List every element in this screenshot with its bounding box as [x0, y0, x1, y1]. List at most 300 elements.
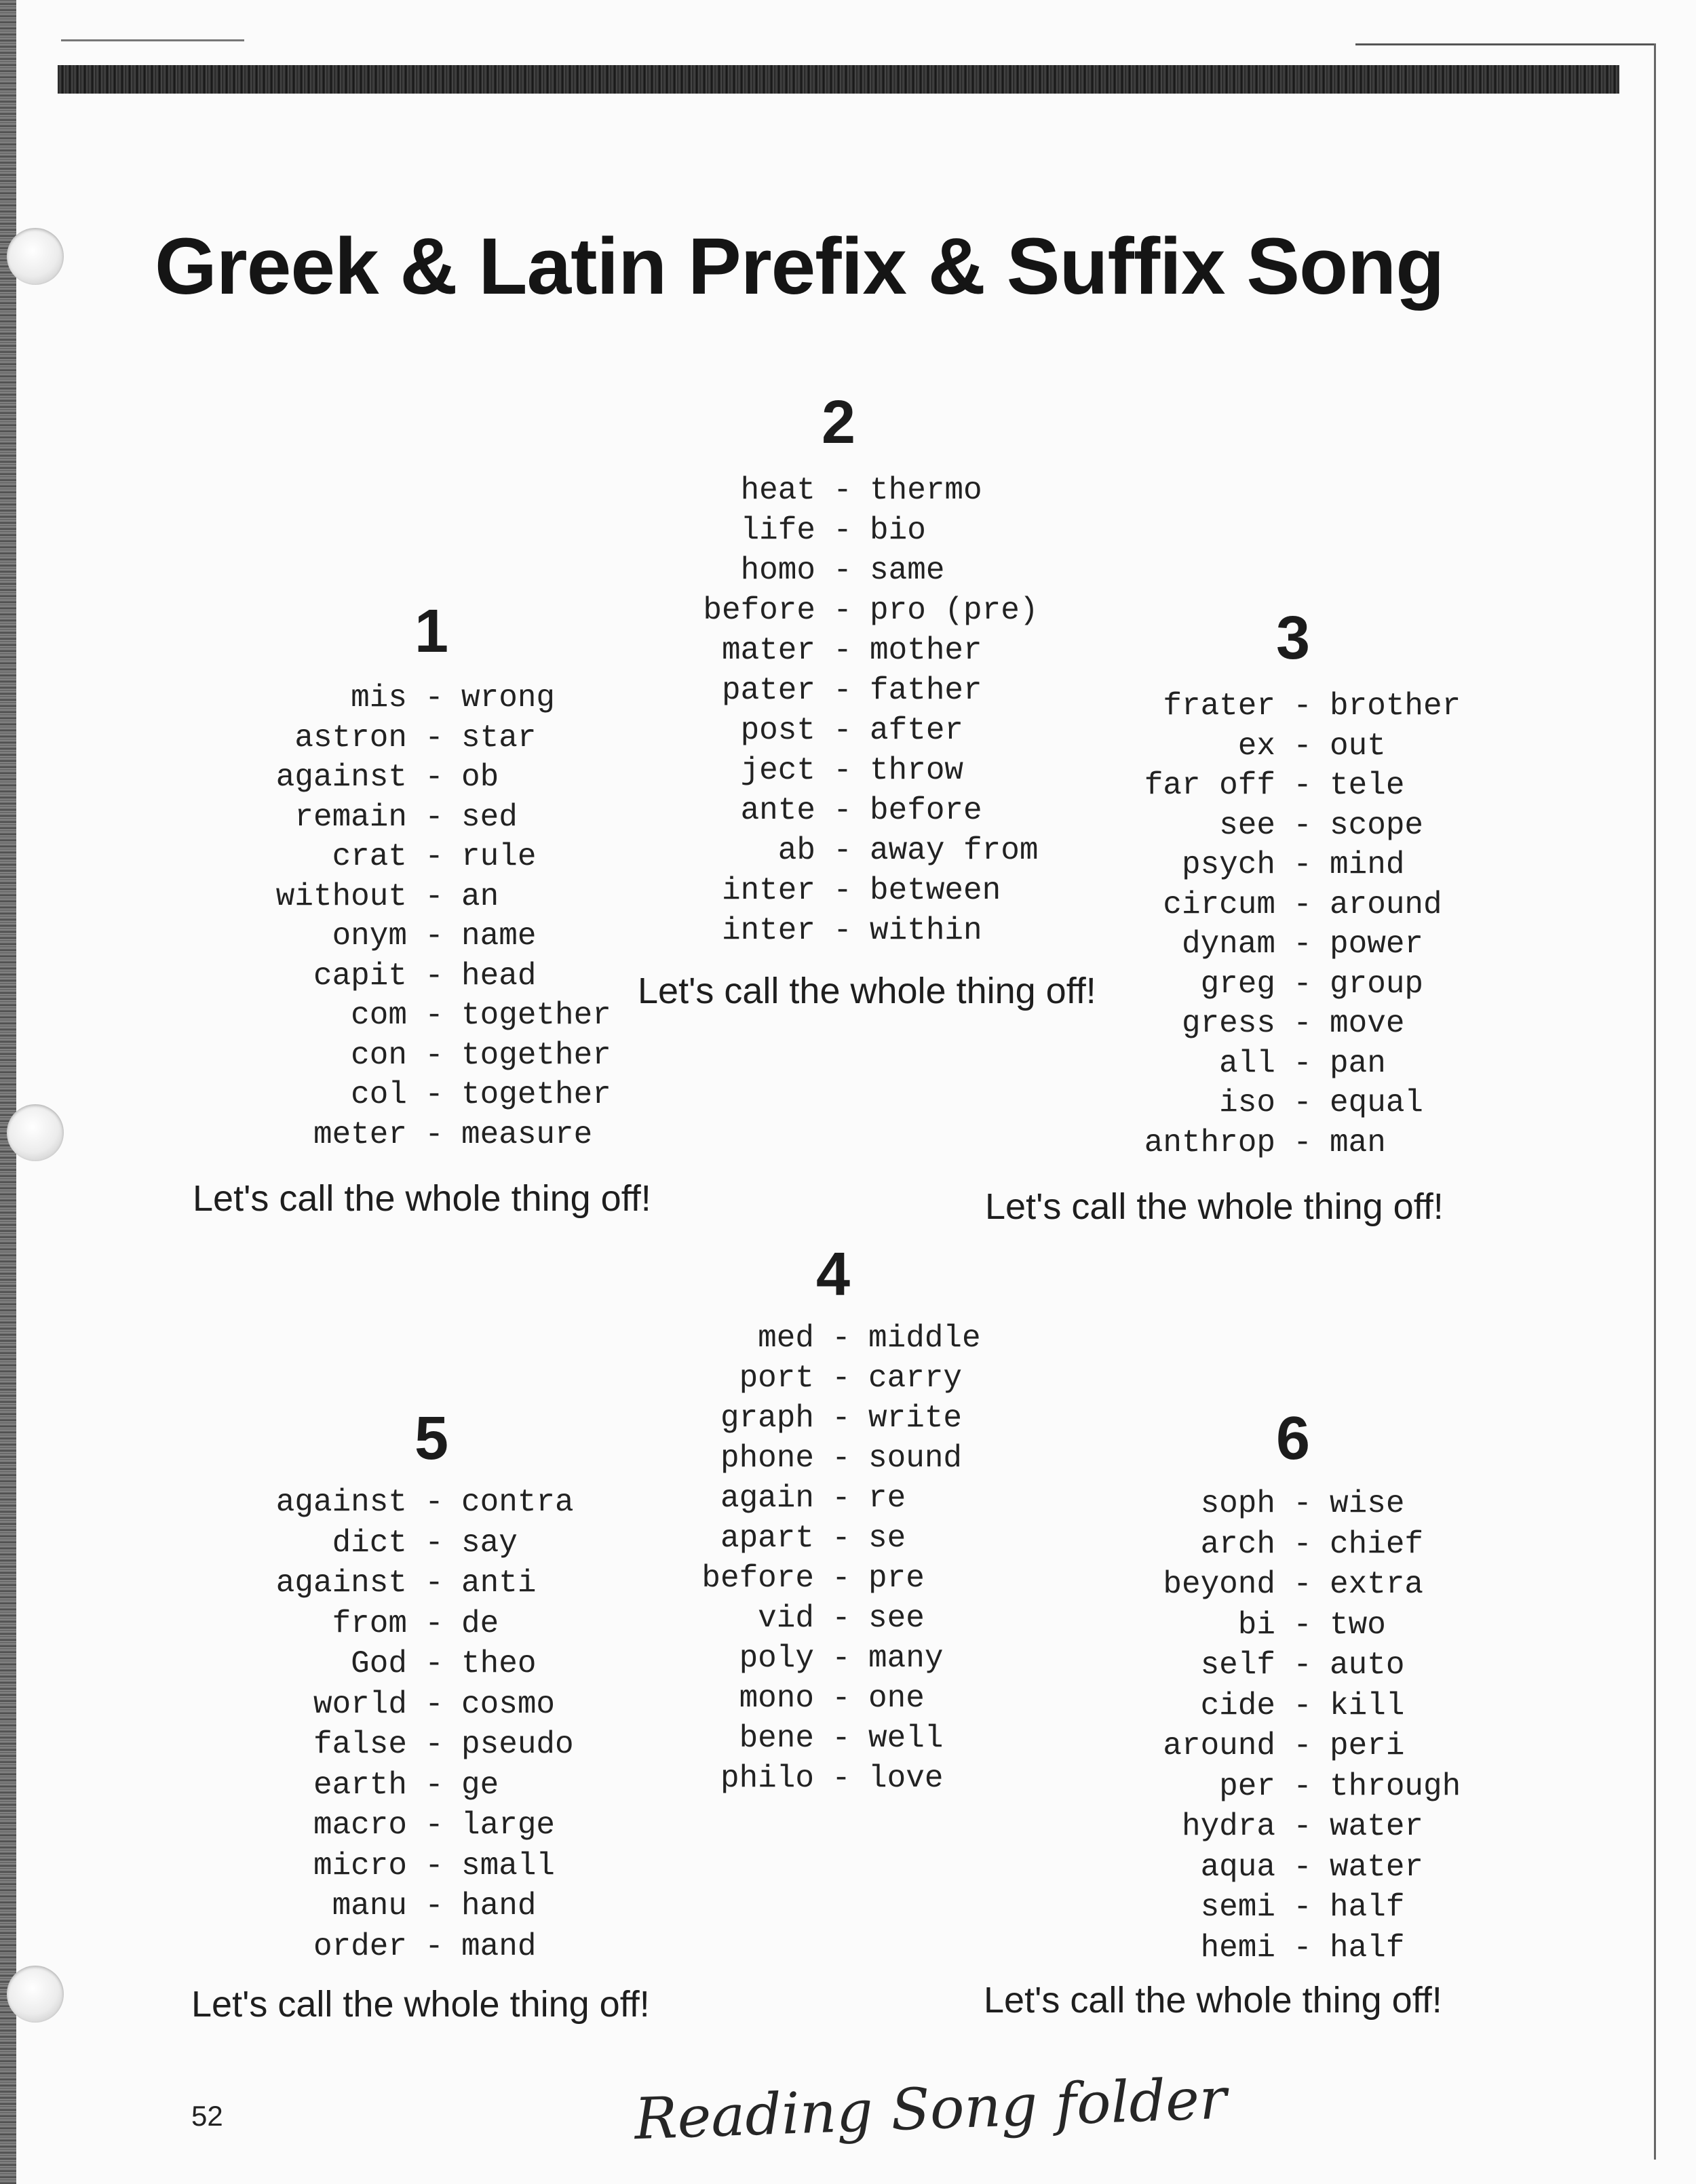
dash-separator: -	[1293, 1607, 1312, 1643]
term-right: move	[1330, 1006, 1405, 1041]
term-left: col	[351, 1077, 407, 1112]
term-right: say	[461, 1525, 518, 1561]
verse-line	[611, 1319, 981, 1359]
term-left: against	[275, 1485, 407, 1520]
term-left: iso	[1219, 1085, 1275, 1120]
verse-line	[1072, 686, 1461, 726]
right-frame-line	[1654, 43, 1656, 2160]
term-left: mater	[721, 633, 815, 668]
term-right: same	[870, 553, 945, 588]
term-left: around	[1163, 1728, 1275, 1763]
verse-line	[1072, 1004, 1461, 1044]
dash-separator: -	[832, 1681, 851, 1716]
verse-line	[190, 877, 611, 917]
dash-separator: -	[833, 473, 852, 508]
page-number: 52	[191, 2100, 223, 2132]
term-right: measure	[461, 1116, 593, 1152]
term-right: pro (pre)	[870, 593, 1039, 628]
term-left: hydra	[1181, 1809, 1275, 1844]
dash-separator: -	[832, 1321, 851, 1356]
refrain-3: Let's call the whole thing off!	[985, 1186, 1444, 1227]
term-right: bio	[870, 513, 926, 548]
handwritten-note: Reading Song folder	[633, 2065, 1228, 2153]
term-right: together	[461, 998, 611, 1033]
term-left: manu	[332, 1888, 407, 1924]
dash-separator: -	[1293, 807, 1312, 843]
verse-line	[1072, 1807, 1461, 1848]
term-left: anthrop	[1144, 1125, 1275, 1161]
verse-list-4	[611, 1319, 981, 1799]
term-right: water	[1330, 1849, 1424, 1885]
verse-number-2: 2	[821, 389, 856, 456]
verse-line	[592, 591, 1038, 631]
scan-page-edge	[0, 0, 16, 2184]
term-right: half	[1330, 1890, 1405, 1925]
term-left: macro	[313, 1808, 407, 1843]
term-right: together	[461, 1037, 611, 1073]
term-right: half	[1330, 1930, 1405, 1966]
verse-line	[190, 1886, 574, 1927]
binder-hole-top	[7, 228, 64, 285]
term-left: from	[332, 1605, 407, 1641]
dash-separator: -	[832, 1561, 851, 1596]
dash-separator: -	[832, 1761, 851, 1796]
verse-line	[611, 1639, 981, 1679]
dash-separator: -	[1293, 768, 1312, 803]
verse-line	[190, 678, 611, 718]
term-right: extra	[1330, 1567, 1424, 1602]
dash-separator: -	[425, 1767, 444, 1803]
verse-line	[611, 1599, 981, 1639]
verse-line	[592, 911, 1038, 951]
term-right: mand	[461, 1928, 537, 1964]
verse-line	[611, 1359, 981, 1399]
term-right: theo	[461, 1646, 537, 1681]
term-left: poly	[739, 1641, 814, 1676]
dash-separator: -	[425, 1116, 444, 1152]
dash-separator: -	[832, 1721, 851, 1756]
term-right: pre	[868, 1561, 925, 1596]
term-right: power	[1330, 927, 1424, 962]
verse-line	[592, 751, 1038, 791]
dash-separator: -	[425, 1565, 444, 1601]
term-right: anti	[461, 1565, 537, 1601]
dash-separator: -	[832, 1521, 851, 1556]
verse-line	[190, 1523, 574, 1564]
term-left: beyond	[1163, 1567, 1275, 1602]
term-left: psych	[1181, 847, 1275, 882]
term-left: bene	[739, 1721, 814, 1756]
dash-separator: -	[832, 1481, 851, 1516]
dash-separator: -	[425, 1928, 444, 1964]
verse-line	[611, 1559, 981, 1599]
dash-separator: -	[1293, 1567, 1312, 1602]
dash-separator: -	[833, 593, 852, 628]
verse-line	[592, 671, 1038, 711]
term-right: together	[461, 1077, 611, 1112]
dash-separator: -	[833, 513, 852, 548]
term-right: peri	[1330, 1728, 1405, 1763]
term-right: head	[461, 958, 537, 994]
term-right: sound	[868, 1441, 963, 1476]
dash-separator: -	[1293, 1647, 1312, 1683]
dash-separator: -	[425, 680, 444, 716]
dash-separator: -	[425, 1077, 444, 1112]
verse-line	[1072, 1525, 1461, 1565]
term-left: onym	[332, 918, 407, 954]
verse-line	[592, 871, 1038, 911]
verse-number-4: 4	[815, 1241, 851, 1308]
term-left: aqua	[1200, 1849, 1275, 1885]
term-right: after	[870, 713, 964, 748]
term-left: ante	[740, 793, 815, 828]
dash-separator: -	[425, 839, 444, 874]
dash-separator: -	[1293, 966, 1312, 1002]
term-left: greg	[1200, 966, 1275, 1002]
dash-separator: -	[425, 918, 444, 954]
term-right: kill	[1330, 1688, 1405, 1723]
term-left: hemi	[1200, 1930, 1275, 1966]
verse-line	[190, 837, 611, 877]
verse-number-3: 3	[1275, 604, 1311, 672]
term-right: out	[1330, 728, 1386, 764]
term-right: between	[870, 873, 1001, 908]
dash-separator: -	[833, 553, 852, 588]
verse-line	[592, 711, 1038, 751]
term-right: an	[461, 878, 499, 914]
term-right: name	[461, 918, 537, 954]
verse-line	[1072, 1083, 1461, 1123]
dash-separator: -	[1293, 688, 1312, 724]
term-right: within	[870, 913, 982, 948]
term-right: two	[1330, 1607, 1386, 1643]
top-rule-right	[1355, 43, 1654, 45]
term-right: de	[461, 1605, 499, 1641]
binder-hole-middle	[7, 1104, 64, 1161]
dash-separator: -	[833, 873, 852, 908]
dash-separator: -	[1293, 1045, 1312, 1081]
term-left: inter	[721, 873, 815, 908]
dash-separator: -	[1293, 1085, 1312, 1120]
verse-line	[190, 956, 611, 996]
verse-line	[1072, 766, 1461, 806]
dash-separator: -	[832, 1601, 851, 1636]
dash-separator: -	[1293, 1728, 1312, 1763]
term-right: away from	[870, 833, 1039, 868]
term-left: pater	[721, 673, 815, 708]
verse-line	[611, 1519, 981, 1559]
verse-line	[190, 758, 611, 798]
verse-line	[1072, 1565, 1461, 1605]
dash-separator: -	[425, 1646, 444, 1681]
term-left: port	[739, 1361, 814, 1396]
term-left: post	[740, 713, 815, 748]
term-right: se	[868, 1521, 906, 1556]
term-left: self	[1200, 1647, 1275, 1683]
dash-separator: -	[1293, 1890, 1312, 1925]
dash-separator: -	[1293, 1526, 1312, 1562]
verse-list-2	[592, 471, 1038, 951]
dash-separator: -	[1293, 1688, 1312, 1723]
verse-line	[1072, 1605, 1461, 1646]
term-left: remain	[294, 799, 407, 835]
term-left: cide	[1200, 1688, 1275, 1723]
term-left: heat	[740, 473, 815, 508]
verse-line	[1072, 1888, 1461, 1928]
verse-line	[611, 1439, 981, 1479]
term-left: med	[758, 1321, 814, 1356]
term-left: meter	[313, 1116, 407, 1152]
term-right: wrong	[461, 680, 556, 716]
dash-separator: -	[833, 713, 852, 748]
verse-line	[1072, 885, 1461, 925]
verse-line	[190, 996, 611, 1036]
term-left: against	[275, 1565, 407, 1601]
term-left: God	[351, 1646, 407, 1681]
term-right: many	[868, 1641, 944, 1676]
dash-separator: -	[1293, 1125, 1312, 1161]
term-left: far off	[1144, 768, 1275, 803]
term-left: apart	[720, 1521, 814, 1556]
term-left: arch	[1200, 1526, 1275, 1562]
term-right: chief	[1330, 1526, 1424, 1562]
term-right: tele	[1330, 768, 1405, 803]
term-left: homo	[740, 553, 815, 588]
verse-line	[1072, 964, 1461, 1005]
verse-line	[190, 1483, 574, 1523]
term-left: mono	[739, 1681, 814, 1716]
term-left: without	[275, 878, 407, 914]
term-left: inter	[721, 913, 815, 948]
dash-separator: -	[1293, 1849, 1312, 1885]
term-left: bi	[1237, 1607, 1275, 1643]
term-left: astron	[294, 720, 407, 756]
term-right: rule	[461, 839, 537, 874]
term-right: re	[868, 1481, 906, 1516]
term-left: earth	[313, 1767, 407, 1803]
page-title: Greek & Latin Prefix & Suffix Song	[155, 222, 1444, 311]
dash-separator: -	[1293, 1930, 1312, 1966]
term-left: vid	[758, 1601, 814, 1636]
term-left: philo	[720, 1761, 814, 1796]
term-right: hand	[461, 1888, 537, 1924]
term-left: circum	[1163, 886, 1275, 922]
term-right: write	[868, 1401, 963, 1436]
term-left: con	[351, 1037, 407, 1073]
term-left: see	[1219, 807, 1275, 843]
binder-hole-bottom	[7, 1966, 64, 2023]
term-left: crat	[332, 839, 407, 874]
term-right: pan	[1330, 1045, 1386, 1081]
verse-line	[1072, 806, 1461, 846]
verse-line	[1072, 1645, 1461, 1686]
verse-line	[592, 791, 1038, 831]
top-rule-left	[61, 39, 244, 41]
term-right: carry	[868, 1361, 963, 1396]
term-right: contra	[461, 1485, 574, 1520]
dash-separator: -	[1293, 1809, 1312, 1844]
term-right: large	[461, 1808, 556, 1843]
refrain-5: Let's call the whole thing off!	[191, 1984, 650, 2025]
term-right: equal	[1330, 1085, 1424, 1120]
header-bar	[58, 65, 1619, 94]
dash-separator: -	[425, 1808, 444, 1843]
verse-line	[190, 1036, 611, 1076]
dash-separator: -	[832, 1441, 851, 1476]
term-left: ex	[1237, 728, 1275, 764]
dash-separator: -	[425, 998, 444, 1033]
term-left: order	[313, 1928, 407, 1964]
verse-line	[592, 831, 1038, 871]
term-left: capit	[313, 958, 407, 994]
dash-separator: -	[1293, 1006, 1312, 1041]
term-right: star	[461, 720, 537, 756]
term-left: com	[351, 998, 407, 1033]
term-right: before	[870, 793, 982, 828]
term-left: world	[313, 1686, 407, 1722]
dash-separator: -	[1293, 927, 1312, 962]
term-right: pseudo	[461, 1727, 574, 1762]
verse-list-3	[1072, 686, 1461, 1163]
verse-line	[190, 1563, 574, 1604]
verse-number-6: 6	[1275, 1405, 1311, 1473]
verse-line	[592, 551, 1038, 591]
term-right: mother	[870, 633, 982, 668]
refrain-2: Let's call the whole thing off!	[638, 971, 1096, 1011]
verse-line	[190, 1846, 574, 1887]
term-right: brother	[1330, 688, 1461, 724]
dash-separator: -	[425, 1485, 444, 1520]
refrain-1: Let's call the whole thing off!	[193, 1178, 651, 1219]
term-left: frater	[1163, 688, 1275, 724]
verse-line	[190, 1685, 574, 1725]
verse-line	[190, 1725, 574, 1766]
term-right: water	[1330, 1809, 1424, 1844]
term-left: graph	[720, 1401, 814, 1436]
dash-separator: -	[425, 878, 444, 914]
verse-line	[190, 1644, 574, 1685]
verse-number-5: 5	[414, 1405, 449, 1473]
term-left: before	[701, 1561, 814, 1596]
term-right: scope	[1330, 807, 1424, 843]
term-right: see	[868, 1601, 925, 1636]
term-left: semi	[1200, 1890, 1275, 1925]
dash-separator: -	[1293, 886, 1312, 922]
dash-separator: -	[425, 799, 444, 835]
term-right: auto	[1330, 1647, 1405, 1683]
verse-line	[611, 1719, 981, 1759]
term-right: wise	[1330, 1486, 1405, 1521]
refrain-6: Let's call the whole thing off!	[984, 1980, 1442, 2021]
term-right: through	[1330, 1768, 1461, 1804]
dash-separator: -	[1293, 1486, 1312, 1521]
dash-separator: -	[833, 793, 852, 828]
dash-separator: -	[425, 1525, 444, 1561]
dash-separator: -	[425, 1605, 444, 1641]
verse-line	[611, 1759, 981, 1799]
verse-number-1: 1	[414, 598, 449, 665]
term-left: ject	[740, 753, 815, 788]
verse-line	[592, 631, 1038, 671]
verse-line	[190, 1604, 574, 1645]
term-right: small	[461, 1848, 556, 1884]
term-left: life	[740, 513, 815, 548]
term-left: all	[1219, 1045, 1275, 1081]
verse-line	[592, 511, 1038, 551]
dash-separator: -	[425, 1727, 444, 1762]
dash-separator: -	[425, 1888, 444, 1924]
verse-list-1	[190, 678, 611, 1154]
verse-line	[1072, 1044, 1461, 1084]
term-left: per	[1219, 1768, 1275, 1804]
dash-separator: -	[833, 673, 852, 708]
verse-line	[1072, 726, 1461, 766]
term-left: before	[703, 593, 815, 628]
verse-line	[1072, 845, 1461, 885]
verse-line	[1072, 924, 1461, 964]
dash-separator: -	[833, 833, 852, 868]
verse-line	[190, 1075, 611, 1115]
term-right: ob	[461, 760, 499, 795]
term-right: around	[1330, 886, 1442, 922]
verse-line	[1072, 1484, 1461, 1525]
verse-line	[190, 1766, 574, 1806]
term-right: cosmo	[461, 1686, 556, 1722]
dash-separator: -	[833, 753, 852, 788]
term-left: gress	[1181, 1006, 1275, 1041]
verse-line	[190, 1115, 611, 1155]
verse-line	[190, 916, 611, 956]
dash-separator: -	[832, 1361, 851, 1396]
term-right: one	[868, 1681, 925, 1716]
dash-separator: -	[1293, 847, 1312, 882]
term-right: thermo	[870, 473, 982, 508]
verse-line	[1072, 1726, 1461, 1767]
verse-line	[1072, 1767, 1461, 1808]
verse-list-5	[190, 1483, 574, 1967]
term-right: throw	[870, 753, 964, 788]
verse-list-6	[1072, 1484, 1461, 1968]
term-left: micro	[313, 1848, 407, 1884]
verse-line	[611, 1679, 981, 1719]
term-right: middle	[868, 1321, 981, 1356]
dash-separator: -	[425, 958, 444, 994]
term-right: well	[868, 1721, 944, 1756]
verse-line	[611, 1399, 981, 1439]
dash-separator: -	[425, 720, 444, 756]
verse-line	[190, 1806, 574, 1846]
verse-line	[1072, 1123, 1461, 1163]
term-right: father	[870, 673, 982, 708]
verse-line	[1072, 1686, 1461, 1727]
dash-separator: -	[1293, 728, 1312, 764]
verse-line	[190, 1927, 574, 1968]
dash-separator: -	[833, 633, 852, 668]
term-left: against	[275, 760, 407, 795]
dash-separator: -	[425, 1848, 444, 1884]
term-left: soph	[1200, 1486, 1275, 1521]
term-left: again	[720, 1481, 814, 1516]
dash-separator: -	[425, 760, 444, 795]
term-right: sed	[461, 799, 518, 835]
dash-separator: -	[833, 913, 852, 948]
verse-line	[592, 471, 1038, 511]
dash-separator: -	[832, 1401, 851, 1436]
verse-line	[190, 798, 611, 838]
term-left: mis	[351, 680, 407, 716]
term-left: false	[313, 1727, 407, 1762]
term-right: group	[1330, 966, 1424, 1002]
